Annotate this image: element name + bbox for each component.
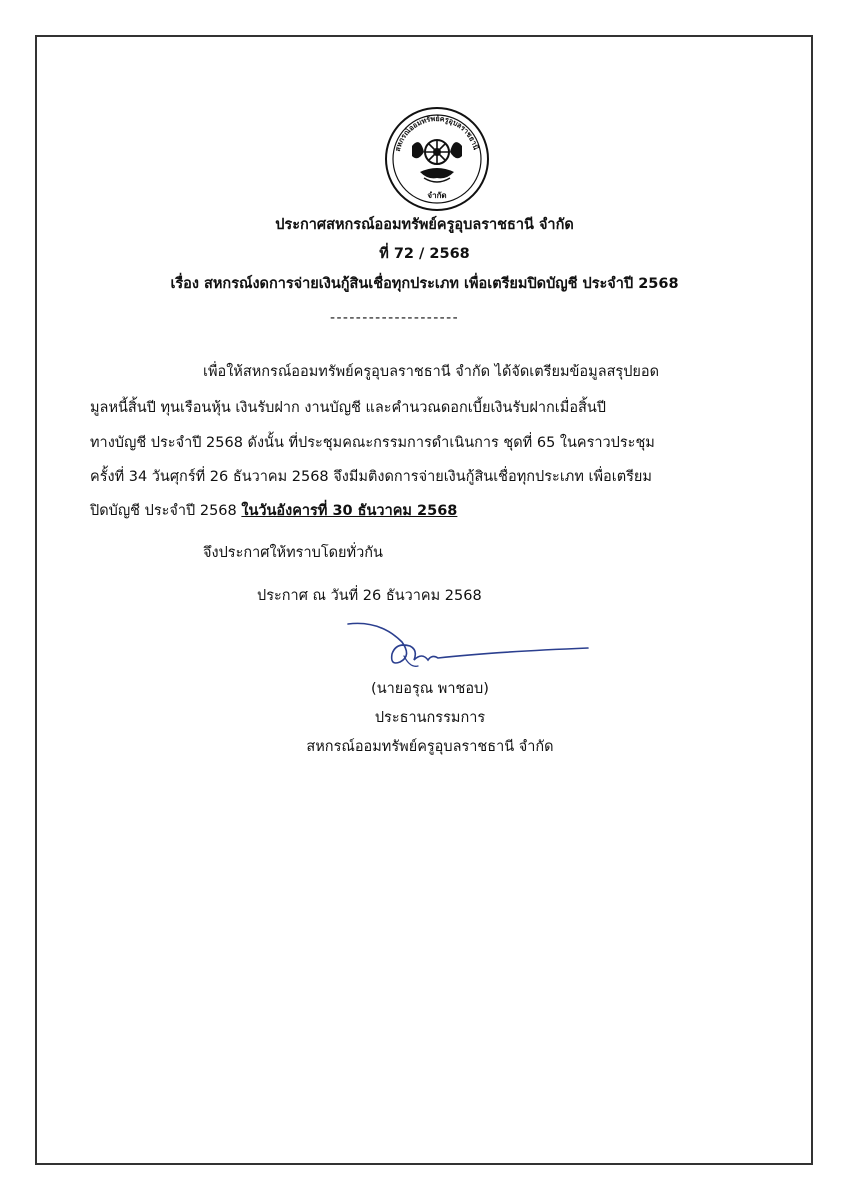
body-paragraph-line-4: ครั้งที่ 34 วันศุกร์ที่ 26 ธันวาคม 2568 จึงมีมติงดการจ่ายเงินกู้สินเชื่อทุกประเภท เพื่อเตรียม: [90, 469, 652, 485]
signatory-organization: สหกรณ์ออมทรัพย์ครูอุบลราชธานี จำกัด: [306, 739, 554, 755]
closing-date-emphasis: ในวันอังคารที่ 30 ธันวาคม 2568: [241, 503, 458, 519]
body-line-5-prefix: ปิดบัญชี ประจำปี 2568: [90, 503, 242, 519]
announcement-subject: เรื่อง สหกรณ์งดการจ่ายเงินกู้สินเชื่อทุกประเภท เพื่อเตรียมปิดบัญชี ประจำปี 2568: [170, 276, 679, 292]
svg-text:จำกัด: จำกัด: [427, 191, 447, 200]
cooperative-seal-logo: [384, 106, 490, 212]
body-paragraph-line-2: มูลหนี้สิ้นปี ทุนเรือนหุ้น เงินรับฝาก งานบัญชี และคำนวณดอกเบี้ยเงินรับฝากเมื่อสิ้นปี: [90, 400, 606, 416]
announcement-number: ที่ 72 / 2568: [379, 246, 470, 262]
body-paragraph-line-5: [90, 499, 457, 522]
signatory-position: ประธานกรรมการ: [374, 710, 486, 726]
title-divider: --------------------: [330, 310, 460, 326]
body-paragraph-line-3: ทางบัญชี ประจำปี 2568 ดังนั้น ที่ประชุมคณะกรรมการดำเนินการ ชุดที่ 65 ในคราวประชุม: [90, 435, 655, 451]
public-notice-line: จึงประกาศให้ทราบโดยทั่วกัน: [203, 545, 383, 561]
signature-image: [340, 612, 600, 682]
body-paragraph-line-1: เพื่อให้สหกรณ์ออมทรัพย์ครูอุบลราชธานี จำกัด ได้จัดเตรียมข้อมูลสรุปยอด: [203, 364, 660, 380]
signatory-name: (นายอรุณ พาชอบ): [371, 681, 489, 697]
announcement-org-title: ประกาศสหกรณ์ออมทรัพย์ครูอุบลราชธานี จำกัด: [275, 217, 574, 233]
announcement-date: ประกาศ ณ วันที่ 26 ธันวาคม 2568: [257, 588, 482, 604]
svg-text:สหกรณ์ออมทรัพย์ครูอุบลราชธานี: สหกรณ์ออมทรัพย์ครูอุบลราชธานี: [392, 113, 481, 153]
